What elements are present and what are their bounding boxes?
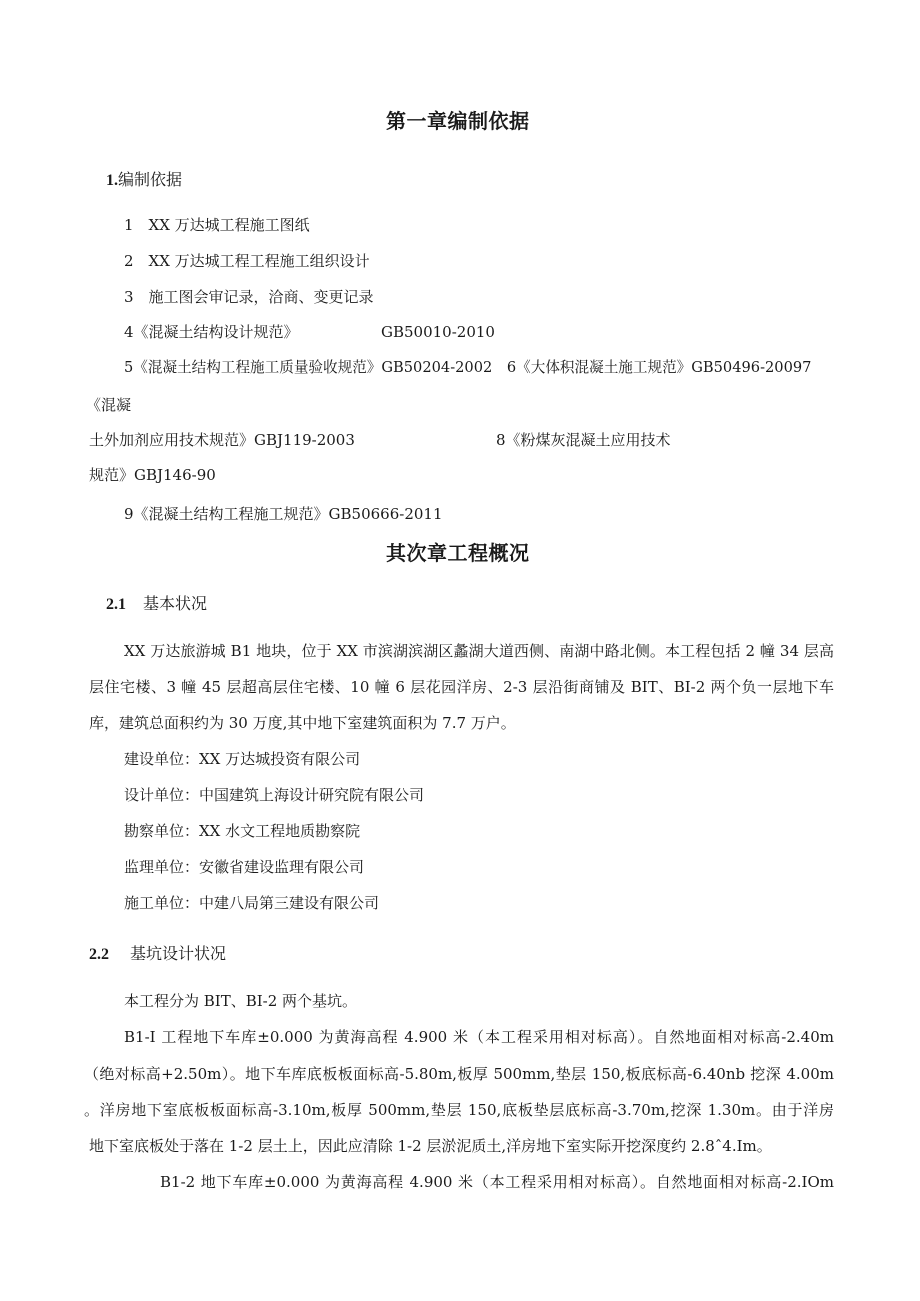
basis-item-8-start: 8《粉煤灰混凝土应用技术 xyxy=(496,431,671,449)
section-1-number: 1. xyxy=(106,172,118,189)
pit-b1-2-line-1: B1-2 地下车库±0.000 为黄海高程 4.900 米（本工程采用相对标高）。自然地面相对标高-2.IOm xyxy=(160,1173,834,1191)
section-2-1-label: 基本状况 xyxy=(143,594,208,613)
basis-item-7-end: 土外加剂应用技术规范》GBJ119-2003 xyxy=(89,431,355,449)
basis-item-2: 2 XX 万达城工程工程施工组织设计 xyxy=(124,252,370,270)
pit-b1-1-line-4: 地下室底板处于落在 1-2 层土上，因此应清除 1-2 层淤泥质土,洋房地下室实际开挖深度约 2.8ˆ4.Im。 xyxy=(89,1137,772,1155)
section-1-heading xyxy=(106,170,182,191)
basis-item-7-start: 《混凝 xyxy=(86,396,132,414)
basis-item-4-code: GB50010-2010 xyxy=(381,323,495,341)
chapter-1-title: 第一章编制依据 xyxy=(386,109,530,133)
overview-line-3: 库，建筑总面积约为 30 万度,其中地下室建筑面积为 7.7 万户。 xyxy=(89,714,516,732)
pit-b1-1-line-3: 。洋房地下室底板板面标高-3.10m,板厚 500mm,垫层 150,底板垫层底标高-3.70m,挖深 1.30m。由于洋房 xyxy=(84,1101,834,1119)
basis-item-5-6: 5《混凝土结构工程施工质量验收规范》GB50204-2002 6《大体积混凝土施工规范》GB50496-20097 xyxy=(124,359,812,376)
unit-survey: 勘察单位：XX 水文工程地质勘察院 xyxy=(124,822,361,840)
unit-contractor: 施工单位：中建八局第三建设有限公司 xyxy=(124,894,380,912)
overview-line-1: XX 万达旅游城 B1 地块，位于 XX 市滨湖滨湖区蠡湖大道西侧、南湖中路北侧。本工程包括 2 幢 34 层高 xyxy=(124,642,834,660)
basis-item-8-end: 规范》GBJ146-90 xyxy=(89,466,216,484)
basis-item-9: 9《混凝土结构工程施工规范》GB50666-2011 xyxy=(124,505,443,523)
section-2-1-number: 2.1 xyxy=(106,596,126,613)
section-2-2-label: 基坑设计状况 xyxy=(130,944,227,963)
pit-b1-1-line-2: （绝对标高+2.50m）。地下车库底板板面标高-5.80m,板厚 500mm,垫层 150,板底标高-6.40nb 挖深 4.00m xyxy=(84,1065,834,1083)
section-2-2-number: 2.2 xyxy=(89,946,109,963)
unit-design: 设计单位：中国建筑上海设计研究院有限公司 xyxy=(124,786,425,804)
section-1-label: 编制依据 xyxy=(118,170,183,189)
chapter-2-title: 其次章工程概况 xyxy=(386,541,530,565)
basis-item-4: 4《混凝土结构设计规范》 xyxy=(124,323,299,341)
section-2-1-heading xyxy=(106,594,207,615)
pit-intro: 本工程分为 BIT、BI-2 两个基坑。 xyxy=(124,992,358,1010)
unit-construction-owner: 建设单位：XX 万达城投资有限公司 xyxy=(124,750,361,768)
unit-supervision: 监理单位：安徽省建设监理有限公司 xyxy=(124,858,365,876)
basis-item-3: 3 施工图会审记录，洽商、变更记录 xyxy=(124,288,374,306)
section-2-2-heading xyxy=(89,944,226,965)
basis-item-1: 1 XX 万达城工程施工图纸 xyxy=(124,216,310,234)
pit-b1-1-line-1: B1-I 工程地下车库±0.000 为黄海高程 4.900 米（本工程采用相对标高）。自然地面相对标高-2.40m xyxy=(124,1028,834,1046)
overview-line-2: 层住宅楼、3 幢 45 层超高层住宅楼、10 幢 6 层花园洋房、2-3 层沿街商铺及 BIT、BI-2 两个负一层地下车 xyxy=(89,678,834,696)
